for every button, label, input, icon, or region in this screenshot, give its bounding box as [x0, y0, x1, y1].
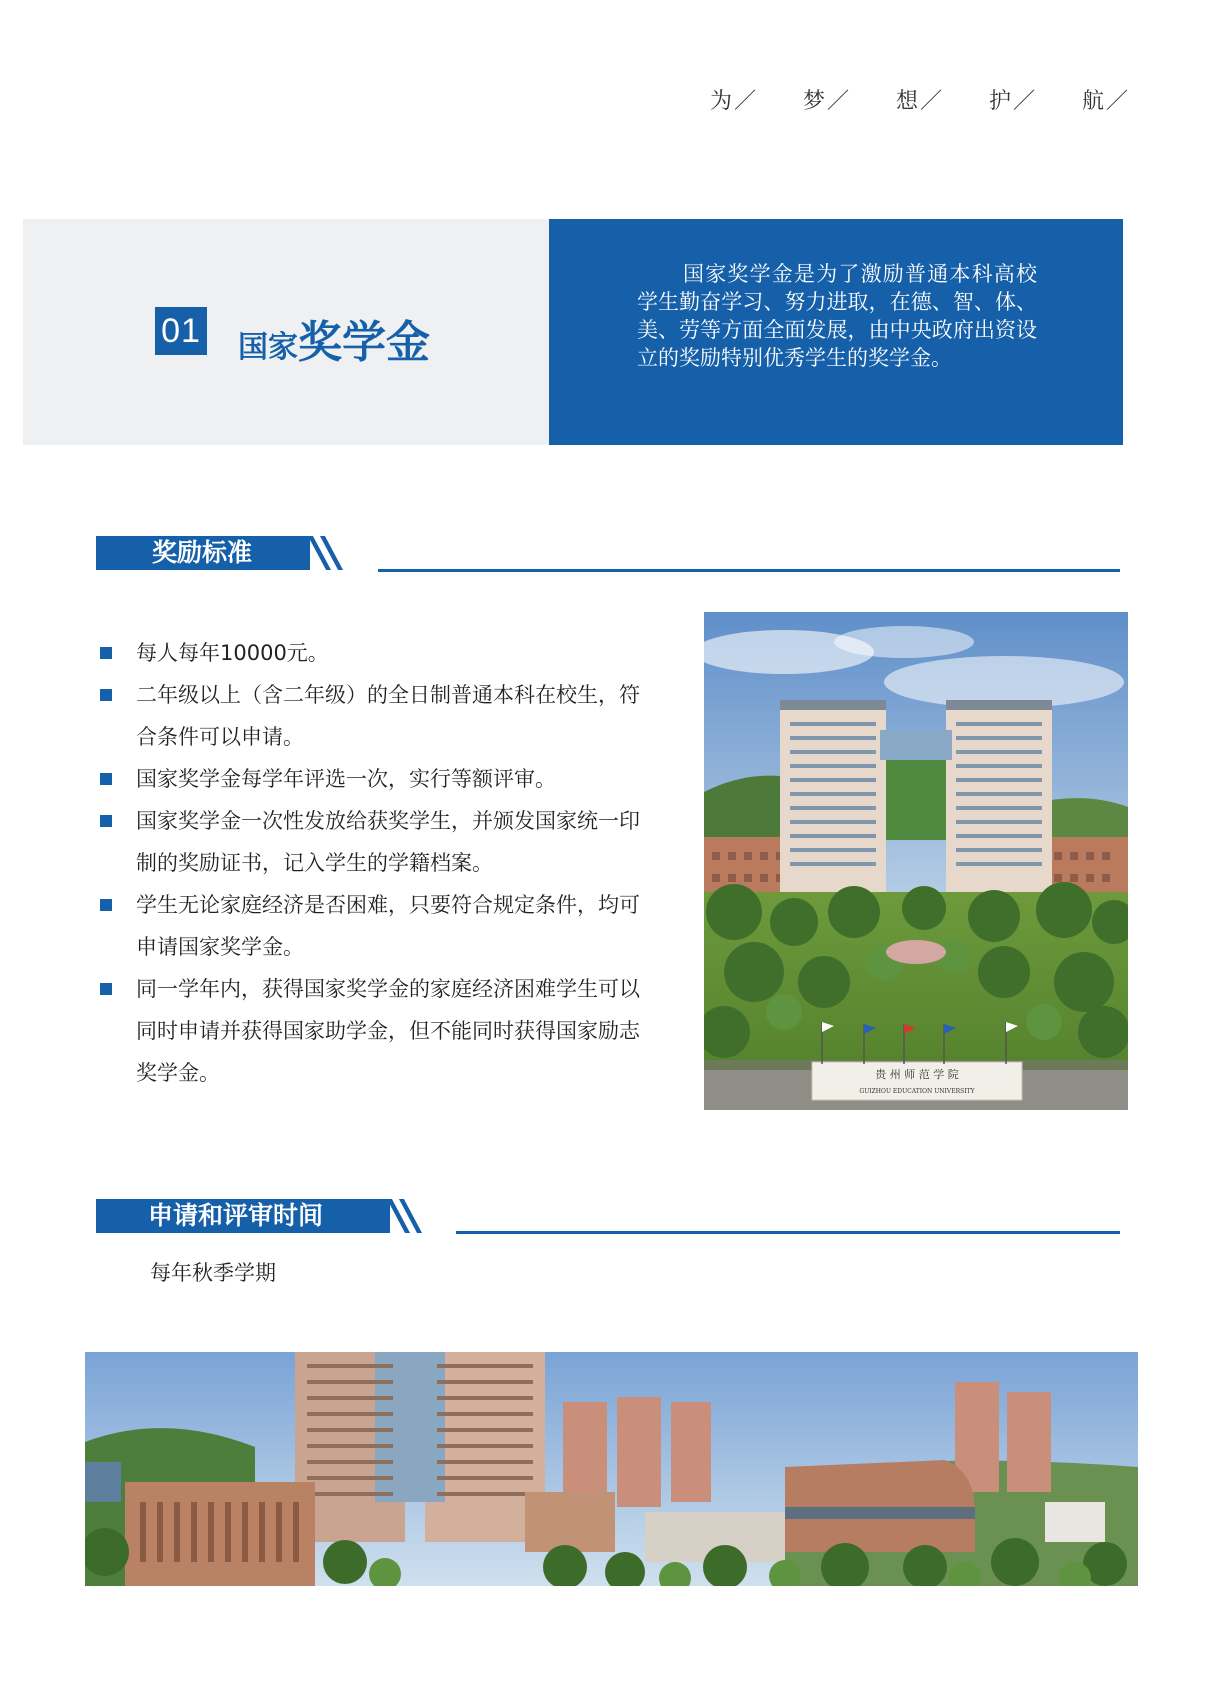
section-title-reward: 奖励标准	[96, 536, 310, 570]
header-motto	[710, 84, 1130, 115]
campus-panorama-photo	[85, 1352, 1138, 1586]
list-item: 国家奖学金每学年评选一次，实行等额评审。	[100, 758, 640, 800]
page-title-prefix: 国家	[238, 330, 298, 365]
list-item: 同一学年内，获得国家奖学金的家庭经济困难学生可以同时申请并获得国家助学金，但不能同时获得国家励志奖学金。	[100, 968, 640, 1094]
section-title-time: 申请和评审时间	[96, 1199, 390, 1233]
list-item: 国家奖学金一次性发放给获奖学生，并颁发国家统一印制的奖励证书，记入学生的学籍档案。	[100, 800, 640, 884]
page-title-main: 奖学金	[298, 317, 430, 368]
section-number-badge: 01	[155, 307, 207, 355]
motto-char: 为／	[710, 89, 759, 114]
hero-description: 国家奖学金是为了激励普通本科高校学生勤奋学习、努力进取，在德、智、体、美、劳等方面全面发展，由中央政府出资设立的奖励特别优秀学生的奖学金。	[637, 262, 1037, 370]
motto-char: 想／	[895, 89, 944, 114]
motto-char: 护／	[988, 89, 1037, 114]
page-title	[238, 306, 430, 370]
list-item: 学生无论家庭经济是否困难，只要符合规定条件，均可申请国家奖学金。	[100, 884, 640, 968]
campus-sign-english: GUIZHOU EDUCATION UNIVERSITY	[859, 1088, 975, 1095]
application-period: 每年秋季学期	[150, 1261, 276, 1285]
section-divider	[456, 1231, 1120, 1234]
campus-sign-chinese: 贵 州 师 范 学 院	[875, 1068, 959, 1081]
list-item: 二年级以上（含二年级）的全日制普通本科在校生，符合条件可以申请。	[100, 674, 640, 758]
section-header-reward	[96, 536, 344, 570]
section-header-time	[96, 1199, 426, 1233]
section-divider	[378, 569, 1120, 572]
reward-standard-list	[100, 632, 640, 1094]
campus-main-building-photo	[704, 612, 1128, 1110]
list-item: 每人每年10000元。	[100, 632, 640, 674]
motto-char: 航／	[1081, 89, 1130, 114]
motto-char: 梦／	[802, 89, 851, 114]
